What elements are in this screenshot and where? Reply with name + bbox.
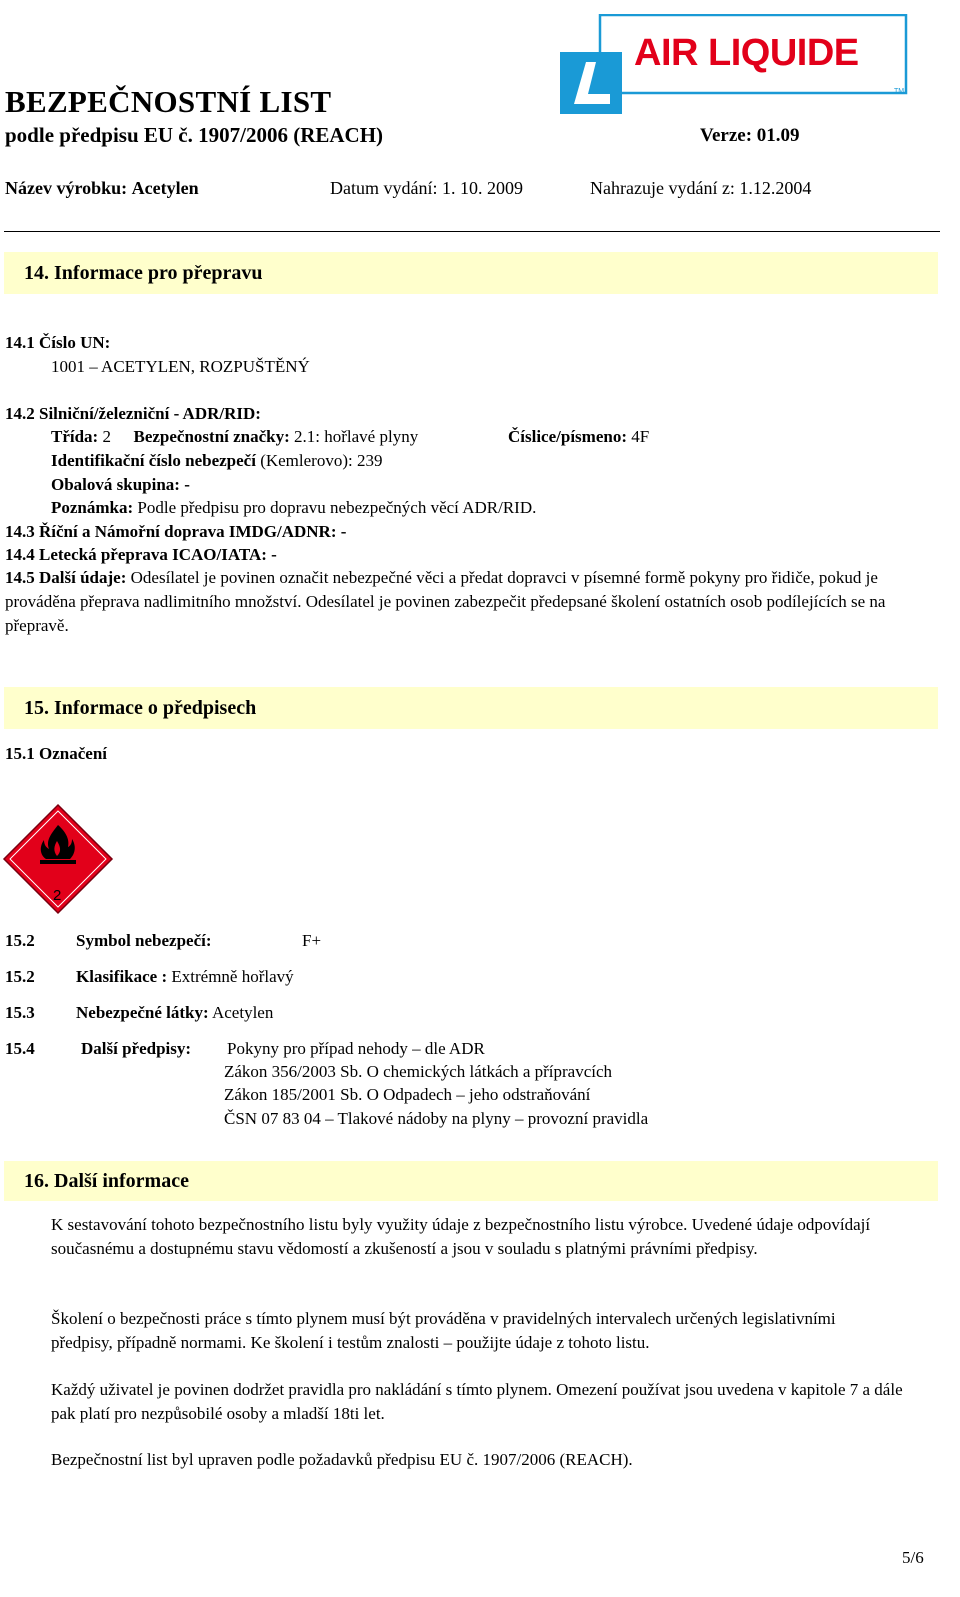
- other-info-text: Odesílatel je povinen označit nebezpečné věci a předat dopravci v písemné formě pokyny pro řidiče, pokud je prováděna přeprava nadlimitního množství. Odesílatel je povinen zabezpečit předepsané školení ostatních osob podílejících se na přepravě.: [5, 568, 886, 635]
- symbol-label: Symbol nebezpečí:: [76, 931, 212, 950]
- safety-signs-label: Bezpečnostní značky:: [133, 427, 290, 446]
- code-line: [508, 427, 649, 447]
- class-label: Třída:: [51, 427, 99, 446]
- iata-line: 14.4 Letecká přeprava ICAO/IATA: -: [5, 545, 277, 564]
- note-label: Poznámka:: [51, 498, 134, 517]
- other-info-paragraph: [5, 566, 933, 638]
- info-paragraph-1: K sestavování tohoto bezpečnostního listu byly využity údaje z bezpečnostního listu výrobce. Uvedené údaje odpovídají současnému a dostupnému stavu vědomostí a zkušeností a jsou v souladu s platnými právními předpisy.: [51, 1215, 871, 1258]
- packing-group: Obalová skupina: -: [51, 475, 190, 494]
- note-value: Podle předpisu pro dopravu nebezpečných věcí ADR/RID.: [137, 498, 537, 517]
- flammable-gas-placard: [2, 803, 114, 915]
- replaces-date: Nahrazuje vydání z: 1.12.2004: [590, 178, 812, 198]
- safety-signs-value: 2.1: hořlavé plyny: [294, 427, 419, 446]
- regulation-item: Zákon 356/2003 Sb. O chemických látkách a přípravcích: [224, 1062, 613, 1081]
- issue-date: Datum vydání: 1. 10. 2009: [330, 178, 523, 198]
- marking-label: 15.1 Označení: [5, 744, 107, 763]
- header-divider: [4, 231, 940, 232]
- info-paragraph-2: Školení o bezpečnosti práce s tímto plynem musí být prováděna v pravidelných intervalech určených legislativními předpisy, případně normami. Ke školení i testům znalosti – použijte údaje z tohoto listu.: [51, 1309, 836, 1352]
- code-value: 4F: [631, 427, 650, 446]
- code-label: Číslice/písmeno:: [508, 427, 627, 446]
- classification-label: Klasifikace :: [76, 967, 168, 986]
- other-info-label: 14.5 Další údaje:: [5, 568, 127, 587]
- substances-label: Nebezpečné látky:: [76, 1003, 209, 1022]
- page-number: 5/6: [902, 1548, 924, 1567]
- document-title: BEZPEČNOSTNÍ LIST: [5, 84, 332, 119]
- section-15-heading: 15. Informace o předpisech: [24, 697, 257, 719]
- substances-line: [76, 1003, 273, 1023]
- document-subtitle: podle předpisu EU č. 1907/2006 (REACH): [5, 123, 384, 147]
- info-paragraph-4: Bezpečnostní list byl upraven podle požadavků předpisu EU č. 1907/2006 (REACH).: [51, 1450, 633, 1469]
- un-number-value: 1001 – ACETYLEN, ROZPUŠTĚNÝ: [51, 357, 310, 376]
- class-value: 2: [102, 427, 111, 446]
- adr-class-line: [51, 427, 418, 447]
- un-number-label: 14.1 Číslo UN:: [5, 333, 111, 352]
- note-line: [51, 498, 536, 518]
- classification-num: 15.2: [5, 967, 35, 986]
- info-paragraph-3: Každý uživatel je povinen dodržet pravidla pro nakládání s tímto plynem. Omezení používat jsou uvedena v kapitole 7 a dále pak platí pro nezpůsobilé osoby a mladší 18ti let.: [51, 1380, 903, 1423]
- adr-rid-label: 14.2 Silniční/železniční - ADR/RID:: [5, 404, 261, 423]
- hazard-id-label: Identifikační číslo nebezpečí: [51, 451, 256, 470]
- classification-value: Extrémně hořlavý: [171, 967, 294, 986]
- section-14-heading: 14. Informace pro přepravu: [24, 262, 263, 284]
- placard-class-number: 2: [53, 887, 62, 904]
- section-16-heading: 16. Další informace: [24, 1170, 189, 1192]
- product-value: Acetylen: [131, 178, 199, 198]
- product-label: Název výrobku:: [5, 178, 128, 198]
- regulation-item: ČSN 07 83 04 – Tlakové nádoby na plyny – provozní pravidla: [224, 1109, 649, 1128]
- air-liquide-logo-wordmark: AIR LIQUIDE: [634, 32, 859, 74]
- air-liquide-logo: [560, 14, 910, 114]
- hazard-id-line: [51, 451, 382, 471]
- regulation-item: Pokyny pro případ nehody – dle ADR: [227, 1039, 485, 1058]
- product-name: [5, 178, 199, 199]
- hazard-id-value: (Kemlerovo): 239: [260, 451, 383, 470]
- regulations-label: Další předpisy:: [81, 1039, 192, 1058]
- substances-value: Acetylen: [211, 1003, 274, 1022]
- symbol-num: 15.2: [5, 931, 35, 950]
- substances-num: 15.3: [5, 1003, 35, 1022]
- classification-line: [76, 967, 294, 987]
- regulations-num: 15.4: [5, 1039, 35, 1058]
- logo-trademark: TM: [894, 88, 905, 95]
- document-version: Verze: 01.09: [700, 125, 800, 146]
- regulation-item: Zákon 185/2001 Sb. O Odpadech – jeho odstraňování: [224, 1085, 591, 1104]
- symbol-value: F+: [302, 931, 322, 950]
- imdg-line: 14.3 Říční a Námořní doprava IMDG/ADNR: -: [5, 522, 347, 541]
